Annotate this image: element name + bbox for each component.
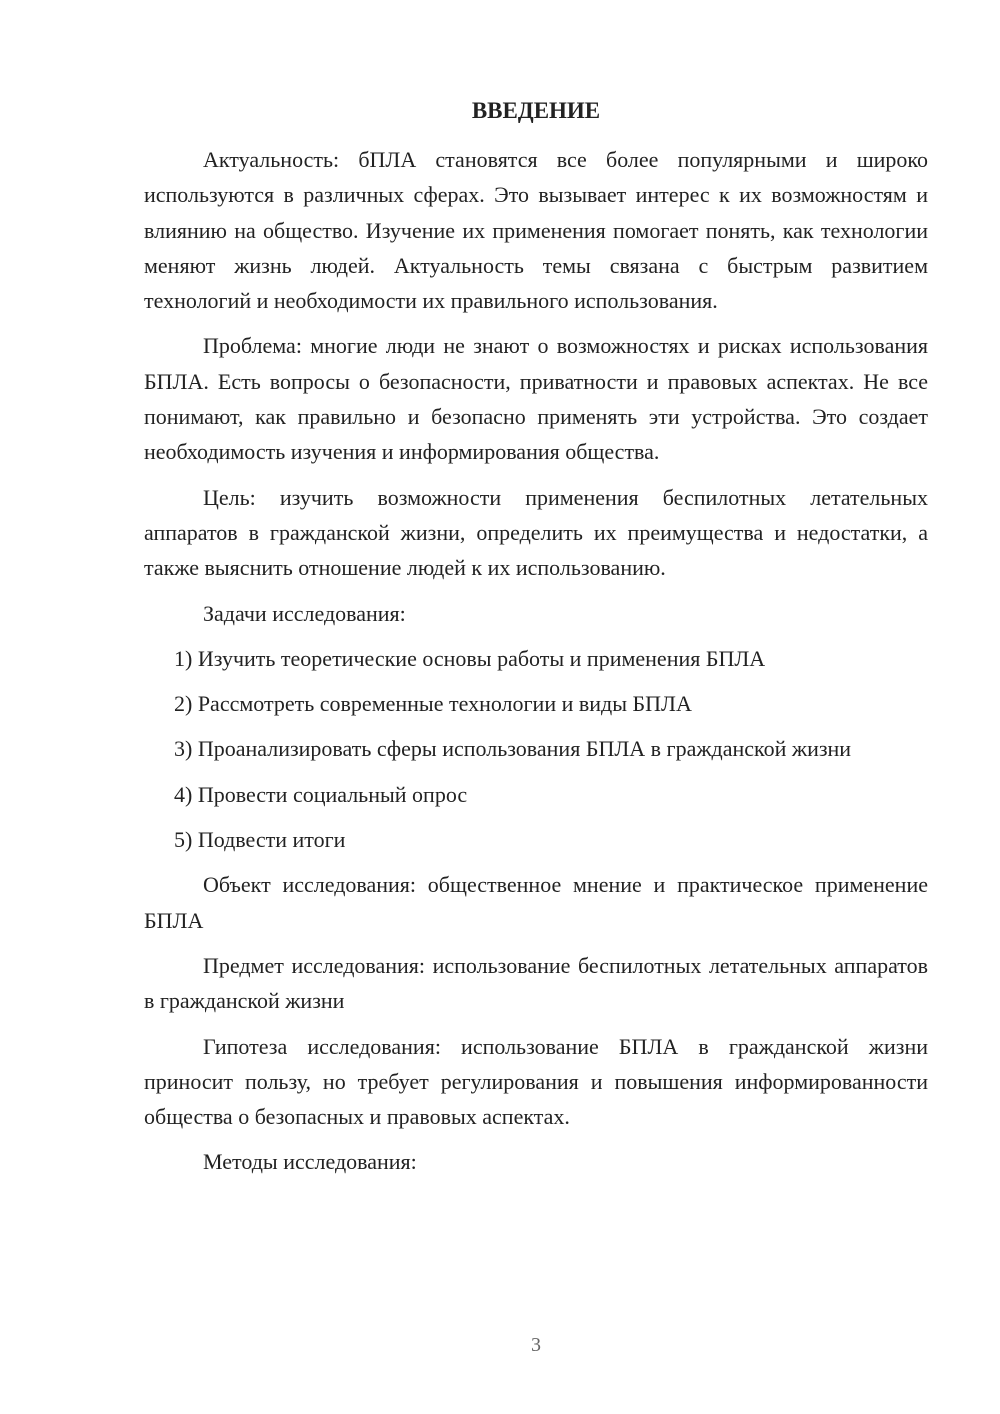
paragraph-relevance: Актуальность: бПЛА становятся все более популярными и широко используются в различных сферах. Это вызывает интерес к их возможностям и влиянию на общество. Изучение их применения помогает понять, как технологии меняют жизнь людей. Актуальность темы связана с быстрым развитием технологий и необходимости их правильного использования.	[144, 147, 928, 314]
section-title: ВВЕДЕНИЕ	[471, 98, 601, 123]
task-item-3: 3) Проанализировать сферы использования БПЛА в гражданской жизни	[174, 736, 852, 762]
task-item-5: 5) Подвести итоги	[174, 827, 346, 853]
task-item-4: 4) Провести социальный опрос	[174, 781, 468, 807]
paragraph-object: Объект исследования: общественное мнение и практическое применение БПЛА	[144, 872, 928, 933]
page-number: 3	[531, 1334, 541, 1356]
paragraph-problem: Проблема: многие люди не знают о возможностях и рисках использования БПЛА. Есть вопросы о безопасности, приватности и правовых аспектах. Не все понимают, как правильно и безопасно применять эти устройства. Это создает необходимость изучения и информирования общества.	[144, 333, 928, 465]
paragraph-goal: Цель: изучить возможности применения беспилотных летательных аппаратов в гражданской жизни, определить их преимущества и недостатки, а также выяснить отношение людей к их использованию.	[144, 484, 928, 581]
document-body	[144, 142, 928, 1190]
task-item-1: 1) Изучить теоретические основы работы и применения БПЛА	[174, 645, 766, 671]
task-item-2: 2) Рассмотреть современные технологии и виды БПЛА	[174, 691, 692, 717]
paragraph-tasks-heading: Задачи исследования:	[203, 600, 406, 626]
paragraph-subject: Предмет исследования: использование беспилотных летательных аппаратов в гражданской жизни	[144, 952, 928, 1014]
paragraph-methods-heading: Методы исследования:	[203, 1149, 417, 1175]
paragraph-hypothesis: Гипотеза исследования: использование БПЛА в гражданской жизни приносит пользу, но требует регулирования и повышения информированности общества о безопасных и правовых аспектах.	[144, 1033, 928, 1130]
